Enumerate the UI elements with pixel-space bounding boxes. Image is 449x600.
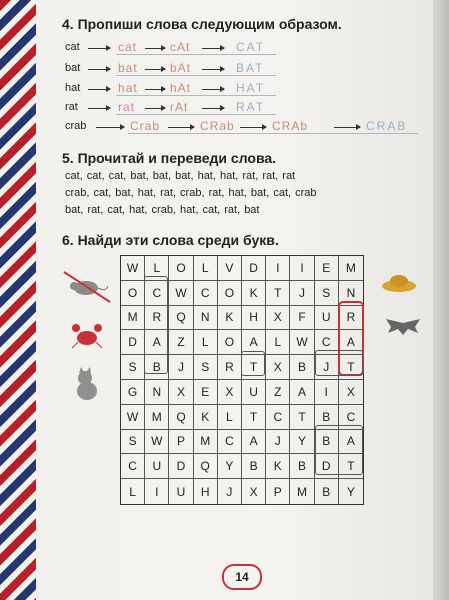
arrow-icon	[202, 69, 224, 70]
grid-cell: W	[121, 256, 145, 281]
hat-icon	[380, 270, 418, 296]
grid-cell: C	[218, 430, 242, 455]
grid-cell: X	[242, 479, 266, 504]
grid-cell: U	[242, 380, 266, 405]
grid-cell: U	[145, 454, 169, 479]
grid-cell: T	[242, 355, 266, 380]
guide-line	[116, 75, 276, 76]
grid-cell: W	[169, 281, 193, 306]
guide-line	[116, 95, 276, 96]
grid-cell: L	[218, 405, 242, 430]
cat-icon	[70, 366, 104, 402]
exercise-5-title: 5. Прочитай и переведи слова.	[62, 150, 277, 166]
grid-cell: U	[169, 479, 193, 504]
grid-cell: B	[290, 355, 314, 380]
grid-cell: B	[290, 454, 314, 479]
pencil-mark	[241, 351, 265, 376]
rat-icon	[62, 266, 112, 306]
trace-step2: CRab	[200, 119, 235, 133]
row-word: cat	[65, 41, 80, 53]
trace-step3: BAT	[236, 61, 265, 75]
grid-cell: I	[315, 380, 339, 405]
grid-cell: X	[169, 380, 193, 405]
grid-cell: A	[290, 380, 314, 405]
exercise-6-title: 6. Найди эти слова среди букв.	[62, 232, 279, 248]
grid-cell: N	[339, 281, 363, 306]
grid-cell: U	[315, 306, 339, 331]
grid-cell: A	[242, 430, 266, 455]
trace-step3: HAT	[236, 81, 266, 95]
grid-cell: D	[169, 454, 193, 479]
grid-cell: M	[339, 256, 363, 281]
grid-cell: A	[145, 330, 169, 355]
grid-cell: B	[242, 454, 266, 479]
trace-step1: bat	[118, 61, 138, 75]
grid-cell: W	[121, 405, 145, 430]
grid-cell: B	[315, 430, 339, 455]
pencil-mark	[144, 276, 168, 374]
grid-cell: B	[315, 479, 339, 504]
reading-line: crab, cat, bat, hat, rat, crab, rat, hat, bat, cat, crab	[65, 187, 317, 199]
guide-line	[116, 54, 276, 55]
grid-cell: C	[194, 281, 218, 306]
page-number: 14	[222, 564, 262, 590]
grid-cell: G	[121, 380, 145, 405]
arrow-icon	[88, 48, 110, 49]
grid-cell: R	[218, 355, 242, 380]
grid-cell: L	[266, 330, 290, 355]
grid-cell: Y	[346, 484, 355, 499]
arrow-icon	[202, 108, 224, 109]
grid-cell: C	[266, 405, 290, 430]
arrow-icon	[88, 108, 110, 109]
grid-cell: I	[145, 479, 169, 504]
grid-cell: T	[266, 281, 290, 306]
pencil-mark	[315, 350, 363, 376]
grid-cell: S	[121, 430, 145, 455]
grid-cell: Z	[169, 330, 193, 355]
grid-cell: D	[315, 454, 339, 479]
reading-line: cat, cat, cat, bat, bat, bat, hat, hat, rat, rat, rat	[65, 170, 296, 182]
book-spine-shadow	[433, 0, 449, 600]
grid-cell: Q	[194, 454, 218, 479]
trace-step1: rat	[118, 100, 136, 114]
grid-cell: R	[145, 306, 169, 331]
grid-cell: Z	[266, 380, 290, 405]
grid-cell: J	[266, 430, 290, 455]
arrow-icon	[240, 127, 266, 128]
grid-cell: L	[194, 256, 218, 281]
grid-cell: N	[145, 380, 169, 405]
grid-cell: O	[169, 256, 193, 281]
grid-cell: D	[121, 330, 145, 355]
grid-cell: O	[218, 330, 242, 355]
grid-cell: D	[242, 256, 266, 281]
grid-cell: T	[339, 454, 363, 479]
grid-cell: I	[266, 256, 290, 281]
row-word: rat	[65, 101, 78, 113]
grid-cell: E	[315, 256, 339, 281]
grid-cell: R	[339, 306, 363, 331]
grid-cell: T	[242, 405, 266, 430]
row-word: crab	[65, 120, 87, 132]
grid-cell: M	[121, 306, 145, 331]
grid-cell: K	[194, 405, 218, 430]
grid-cell: Y	[218, 454, 242, 479]
pencil-mark	[315, 425, 363, 475]
grid-cell: A	[242, 330, 266, 355]
grid-cell: T	[290, 405, 314, 430]
trace-step4: CRAB	[366, 119, 408, 133]
exercise-4-title: 4. Пропиши слова следующим образом.	[62, 16, 342, 32]
trace-step1: cat	[118, 40, 138, 54]
row-word: bat	[65, 62, 81, 74]
trace-step3: CAT	[236, 40, 266, 54]
arrow-icon	[145, 89, 165, 90]
trace-step1: Crab	[130, 119, 161, 133]
grid-cell: J	[218, 479, 242, 504]
grid-cell: L	[121, 479, 145, 504]
grid-cell: L	[145, 256, 169, 281]
grid-cell: O	[218, 281, 242, 306]
grid-cell: C	[121, 454, 145, 479]
grid-cell: W	[145, 430, 169, 455]
arrow-icon	[88, 69, 110, 70]
grid-cell: C	[339, 405, 363, 430]
arrow-icon	[334, 127, 360, 128]
reading-line: bat, rat, cat, hat, crab, hat, cat, rat, bat	[65, 204, 260, 216]
grid-cell: S	[121, 355, 145, 380]
trace-step2: hAt	[170, 81, 192, 95]
grid-cell: B	[145, 355, 169, 380]
arrow-icon	[145, 69, 165, 70]
grid-cell: J	[290, 281, 314, 306]
arrow-icon	[168, 127, 194, 128]
grid-cell: X	[266, 355, 290, 380]
arrow-icon	[96, 127, 124, 128]
arrow-icon	[145, 48, 165, 49]
trace-step2: cAt	[170, 40, 191, 54]
grid-cell: S	[315, 281, 339, 306]
arrow-icon	[88, 89, 110, 90]
grid-cell: C	[315, 330, 339, 355]
grid-cell: Q	[169, 306, 193, 331]
crab-icon	[70, 320, 104, 350]
trace-step2: rAt	[170, 100, 189, 114]
arrow-icon	[202, 89, 224, 90]
bat-icon	[384, 315, 422, 339]
grid-cell: M	[194, 430, 218, 455]
grid-cell: N	[194, 306, 218, 331]
grid-cell: Q	[169, 405, 193, 430]
grid-cell: K	[242, 281, 266, 306]
row-word: hat	[65, 82, 81, 94]
grid-cell: L	[194, 330, 218, 355]
grid-cell: P	[266, 479, 290, 504]
grid-cell: B	[315, 405, 339, 430]
grid-cell: X	[218, 380, 242, 405]
grid-cell: H	[194, 479, 218, 504]
guide-line	[116, 114, 276, 115]
grid-cell: T	[339, 355, 363, 380]
grid-cell: I	[290, 256, 314, 281]
arrow-icon	[145, 108, 165, 109]
grid-cell: P	[169, 430, 193, 455]
grid-cell: A	[339, 430, 363, 455]
grid-cell: A	[339, 330, 363, 355]
trace-step2: bAt	[170, 61, 192, 75]
arrow-icon	[202, 48, 224, 49]
grid-cell: W	[290, 330, 314, 355]
grid-cell: M	[290, 479, 314, 504]
trace-step3: RAT	[236, 100, 266, 114]
grid-cell: O	[121, 281, 145, 306]
guide-line	[128, 133, 418, 134]
grid-cell: X	[266, 306, 290, 331]
grid-cell: X	[339, 380, 363, 405]
trace-step3: CRAb	[272, 119, 309, 133]
grid-cell: C	[145, 281, 169, 306]
grid-cell: F	[290, 306, 314, 331]
trace-step1: hat	[118, 81, 138, 95]
grid-cell: K	[266, 454, 290, 479]
grid-cell: M	[145, 405, 169, 430]
grid-cell: K	[218, 306, 242, 331]
grid-cell: J	[315, 355, 339, 380]
grid-cell: V	[218, 256, 242, 281]
grid-cell: S	[194, 355, 218, 380]
airmail-stripe-border	[0, 0, 36, 600]
grid-cell: Y	[290, 430, 314, 455]
grid-cell: H	[242, 306, 266, 331]
grid-cell: E	[194, 380, 218, 405]
grid-cell: J	[169, 355, 193, 380]
